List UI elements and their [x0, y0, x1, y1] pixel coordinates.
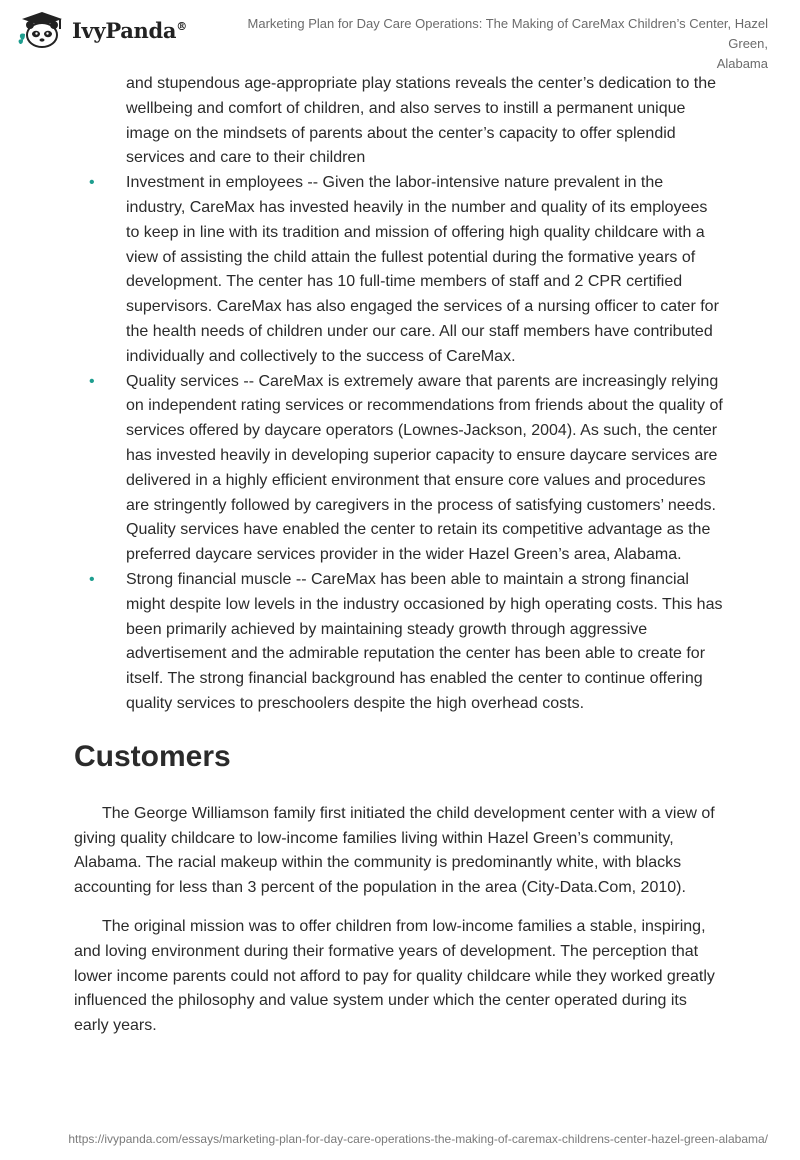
paragraph: The original mission was to offer children from low-income families a stable, inspiring, and loving environment during their formative years of development. The perception that lower income parents could not afford to pay for quality childcare while they worked greatly influenced the philosophy and value system under which the center operated during its early years. — [74, 917, 715, 1035]
bullet-icon: • — [89, 174, 95, 192]
list-item-continued — [74, 72, 724, 171]
strengths-list — [74, 72, 724, 717]
list-item-text: Strong financial muscle -- CareMax has been able to maintain a strong financial might despite low levels in the industry occasioned by high operating costs. This has been primarily achieved by maintaining steady growth through aggressive advertisement and the admirable reputation the center has been able to create for itself. The strong financial background has enabled the center to continue offering quality services to preschoolers despite the high overhead costs. — [126, 570, 723, 712]
panda-icon — [16, 10, 68, 50]
document-title-line1: Marketing Plan for Day Care Operations: The Making of CareMax Children’s Center, Hazel Green, — [247, 16, 768, 51]
document-title — [208, 14, 768, 74]
list-item — [74, 171, 724, 369]
document-title-line2: Alabama — [716, 56, 768, 71]
paragraph: The George Williamson family first initiated the child development center with a view of giving quality childcare to low-income families living within Hazel Green’s community, Alabama. The racial makeup within the community is predominantly white, with blacks accounting for less than 3 percent of the population in the area (City-Data.Com, 2010). — [74, 804, 715, 897]
article-content — [74, 72, 724, 1039]
list-item — [74, 568, 724, 717]
bullet-icon: • — [89, 372, 95, 390]
logo-wordmark: IvyPanda® — [72, 17, 187, 43]
ivypanda-logo[interactable] — [16, 10, 187, 50]
list-item-text: Investment in employees -- Given the labor-intensive nature prevalent in the industry, CareMax has invested heavily in the number and quality of its employees to keep in line with its tradition and mission of offering high quality childcare with a view of assisting the child attain the fullest potential during the formative years of development. The center has 10 full-time members of staff and 2 CPR certified supervisors. CareMax has also engaged the services of a nursing officer to cater for the health needs of children under our care. All our staff members have contributed individually and collectively to the success of CareMax. — [126, 174, 719, 365]
list-item-text: Quality services -- CareMax is extremely aware that parents are increasingly relying on independent rating services or recommendations from friends about the quality of services offered by daycare operators (Lownes-Jackson, 2004). As such, the center has invested heavily in developing superior capacity to ensure daycare services are delivered in a highly efficient environment that ensure core values and procedures are stringently followed by caregivers in the process of satisfying customers’ needs. Quality services have enabled the center to retain its competitive advantage as the preferred daycare services provider in the wider Hazel Green’s area, Alabama. — [126, 372, 723, 564]
source-url[interactable]: https://ivypanda.com/essays/marketing-plan-for-day-care-operations-the-making-of-caremax-childrens-center-hazel-green-alabama/ — [68, 1132, 768, 1146]
page-header — [0, 0, 800, 71]
bullet-icon: • — [89, 570, 95, 588]
list-item — [74, 370, 724, 568]
section-heading: Customers — [74, 739, 231, 773]
list-item-text: and stupendous age-appropriate play stations reveals the center’s dedication to the wellbeing and comfort of children, and also serves to instill a permanent unique image on the mindsets of parents about the center’s capacity to offer splendid services and care to their children — [126, 75, 717, 167]
